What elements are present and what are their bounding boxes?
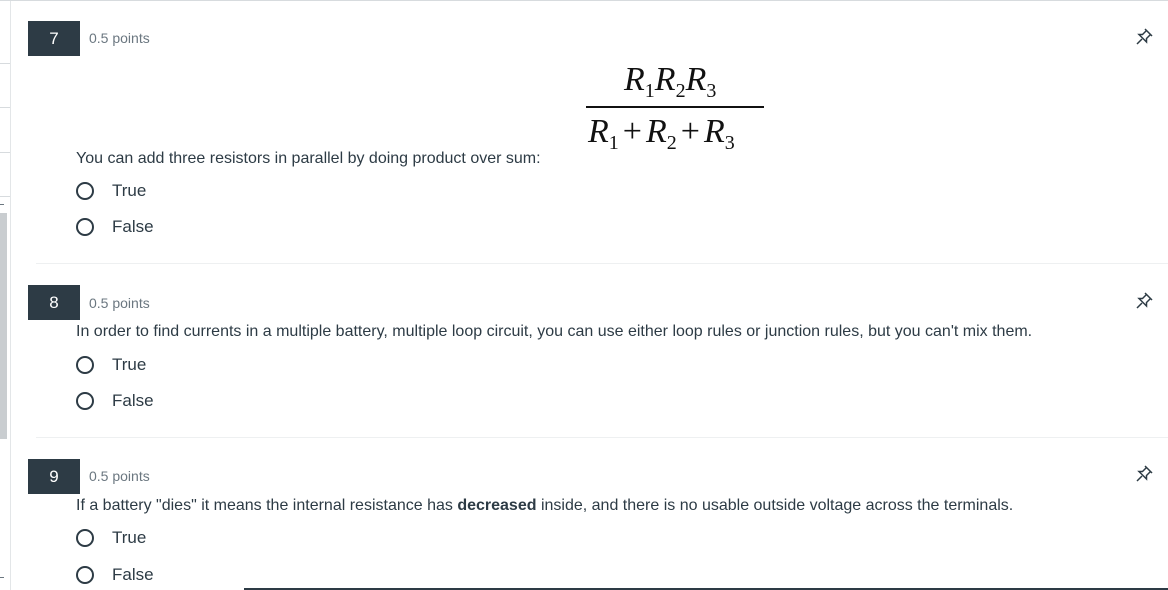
question-number: 9 [28, 459, 80, 494]
question-text-before: If a battery "dies" it means the internal resistance has [76, 497, 458, 514]
question-points: 0.5 points [89, 468, 150, 484]
pin-icon[interactable] [1134, 27, 1154, 47]
question-text [76, 497, 1013, 515]
option-label: False [112, 565, 154, 584]
gutter-divider [0, 152, 10, 153]
answer-option-false[interactable] [76, 388, 154, 414]
scrollbar-thumb[interactable] [0, 213, 7, 439]
radio-unselected-icon[interactable] [76, 392, 94, 410]
option-label: True [112, 528, 147, 547]
radio-unselected-icon[interactable] [76, 566, 94, 584]
gutter-divider [0, 107, 10, 108]
radio-unselected-icon[interactable] [76, 218, 94, 236]
scroll-down-arrow-icon[interactable] [0, 577, 4, 578]
answer-option-true[interactable] [76, 178, 146, 204]
question-text-bold: decreased [457, 497, 537, 514]
answer-option-true[interactable] [76, 352, 146, 378]
question-points: 0.5 points [89, 295, 150, 311]
formula-denominator: $R_1 + R_2 + R_3$ [588, 113, 735, 154]
left-gutter [0, 1, 11, 590]
option-label: False [112, 217, 154, 236]
answer-option-false[interactable] [76, 562, 154, 588]
formula-product-over-sum [586, 61, 766, 161]
formula-numerator: $R_1R_2R_3$ [624, 61, 717, 102]
radio-unselected-icon[interactable] [76, 356, 94, 374]
answer-option-true[interactable] [76, 525, 146, 551]
pin-icon[interactable] [1134, 291, 1154, 311]
radio-unselected-icon[interactable] [76, 529, 94, 547]
option-label: True [112, 181, 147, 200]
pin-icon[interactable] [1134, 464, 1154, 484]
question-text: In order to find currents in a multiple battery, multiple loop circuit, you can use either loop rules or junction rules, but you can't mix them. [76, 323, 1033, 340]
question-text: You can add three resistors in parallel by doing product over sum: [76, 150, 541, 167]
option-label: False [112, 391, 154, 410]
question-number: 8 [28, 285, 80, 320]
question-number: 7 [28, 21, 80, 56]
scroll-up-arrow-icon[interactable] [0, 204, 4, 205]
question-points: 0.5 points [89, 30, 150, 46]
gutter-divider [0, 63, 10, 64]
option-label: True [112, 355, 147, 374]
question-divider [36, 263, 1168, 264]
question-text-after: inside, and there is no usable outside voltage across the terminals. [536, 497, 1014, 514]
answer-option-false[interactable] [76, 214, 154, 240]
gutter-divider [0, 196, 10, 197]
question-divider [36, 437, 1168, 438]
fraction-bar [586, 106, 764, 108]
radio-unselected-icon[interactable] [76, 182, 94, 200]
